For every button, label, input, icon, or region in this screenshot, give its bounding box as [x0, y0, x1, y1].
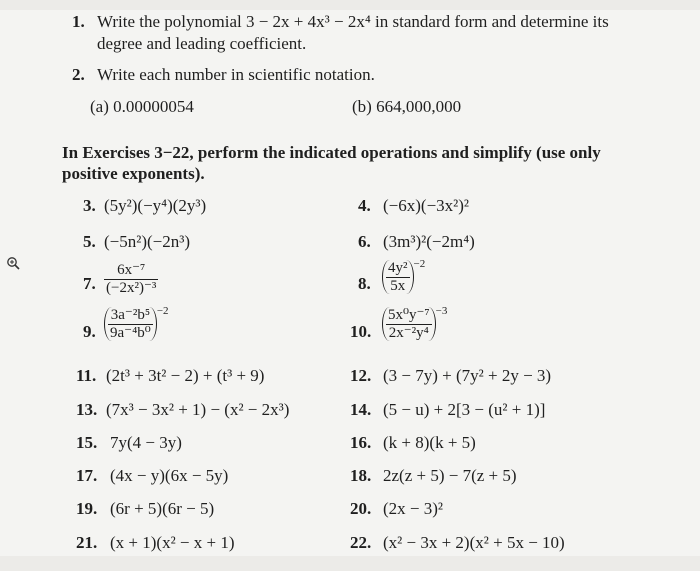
exercise-number: 13.: [76, 400, 98, 419]
exercise-expression: (5 − u) + 2[3 − (u² + 1)]: [383, 400, 546, 419]
q1-number: 1.: [72, 12, 85, 31]
bottom-margin: [0, 556, 700, 571]
exercise-number: 21.: [76, 533, 98, 552]
exercise-number: 7.: [83, 274, 96, 293]
exercise-expression: (k + 8)(k + 5): [383, 433, 476, 452]
exercise-number: 9.: [83, 322, 96, 341]
exercise-expression: [104, 307, 169, 341]
q2-part-a: (a) 0.00000054: [90, 97, 194, 116]
exercises-heading-line1: In Exercises 3−22, perform the indicated operations and simplify (use only: [62, 143, 601, 162]
exercise-number: 20.: [350, 499, 372, 518]
numerator: 6x⁻⁷: [104, 262, 158, 280]
parenthesized-fraction: [382, 260, 414, 294]
exercise-expression: 2z(z + 5) − 7(z + 5): [383, 466, 517, 485]
outer-exponent: −2: [413, 258, 426, 270]
exercise-expression: (x + 1)(x² − x + 1): [110, 533, 235, 552]
exercise-number: 15.: [76, 433, 98, 452]
denominator: (−2x²)⁻³: [106, 279, 157, 296]
fraction: [386, 307, 432, 341]
exercises-heading-line2: positive exponents).: [62, 164, 205, 183]
exercise-expression: (7x³ − 3x² + 1) − (x² − 2x³): [106, 400, 290, 419]
exercise-number: 22.: [350, 533, 372, 552]
fraction: [386, 260, 410, 294]
numerator: 3a⁻²b⁵: [108, 307, 153, 325]
exercise-number: 12.: [350, 366, 372, 385]
exercise-expression: (3 − 7y) + (7y² + 2y − 3): [383, 366, 552, 385]
exercise-expression: (−5n²)(−2n³): [104, 232, 191, 251]
exercise-number: 11.: [76, 366, 97, 385]
exercise-number: 4.: [358, 196, 371, 215]
exercise-expression: [382, 260, 425, 294]
q2-number: 2.: [72, 65, 85, 84]
exercise-expression: [382, 307, 447, 341]
parenthesized-fraction: [104, 307, 157, 341]
denominator: 9a⁻⁴b⁰: [110, 324, 151, 341]
exercise-expression: (x² − 3x + 2)(x² + 5x − 10): [383, 533, 565, 552]
q2-part-b: (b) 664,000,000: [352, 97, 462, 116]
outer-exponent: −2: [156, 305, 169, 317]
exercise-number: 14.: [350, 400, 372, 419]
exercise-expression: (2t³ + 3t² − 2) + (t³ + 9): [106, 366, 265, 385]
exercise-expression: (3m³)²(−2m⁴): [383, 232, 475, 251]
denominator: 5x: [390, 277, 406, 294]
exercise-expression: (2x − 3)²: [383, 499, 444, 518]
exercise-expression: (−6x)(−3x²)²: [383, 196, 470, 215]
fraction: [108, 307, 153, 341]
top-margin: [0, 0, 700, 10]
exercise-number: 5.: [83, 232, 96, 251]
q1-text-line2: degree and leading coefficient.: [97, 34, 307, 53]
exercise-expression: [104, 262, 158, 296]
q1-text-line1: Write the polynomial 3 − 2x + 4x³ − 2x⁴ in standard form and determine its: [97, 12, 609, 31]
exercise-number: 3.: [83, 196, 96, 215]
zoom-in-icon[interactable]: [6, 256, 20, 270]
exercise-number: 17.: [76, 466, 98, 485]
exercise-expression: (6r + 5)(6r − 5): [110, 499, 215, 518]
exercise-number: 6.: [358, 232, 371, 251]
exercise-number: 10.: [350, 322, 372, 341]
exercise-expression: 7y(4 − 3y): [110, 433, 182, 452]
numerator: 5x⁰y⁻⁷: [388, 307, 430, 323]
denominator: 2x⁻²y⁴: [388, 324, 429, 341]
exercise-number: 19.: [76, 499, 98, 518]
q2-text: Write each number in scientific notation.: [97, 65, 375, 84]
parenthesized-fraction: [382, 307, 436, 341]
exercise-expression: (4x − y)(6x − 5y): [110, 466, 229, 485]
outer-exponent: −3: [435, 305, 448, 317]
fraction: [104, 262, 158, 296]
exercise-number: 8.: [358, 274, 371, 293]
numerator: 4y²: [388, 260, 408, 276]
exercise-number: 16.: [350, 433, 372, 452]
exercise-number: 18.: [350, 466, 372, 485]
exercise-expression: (5y²)(−y⁴)(2y³): [104, 196, 207, 215]
